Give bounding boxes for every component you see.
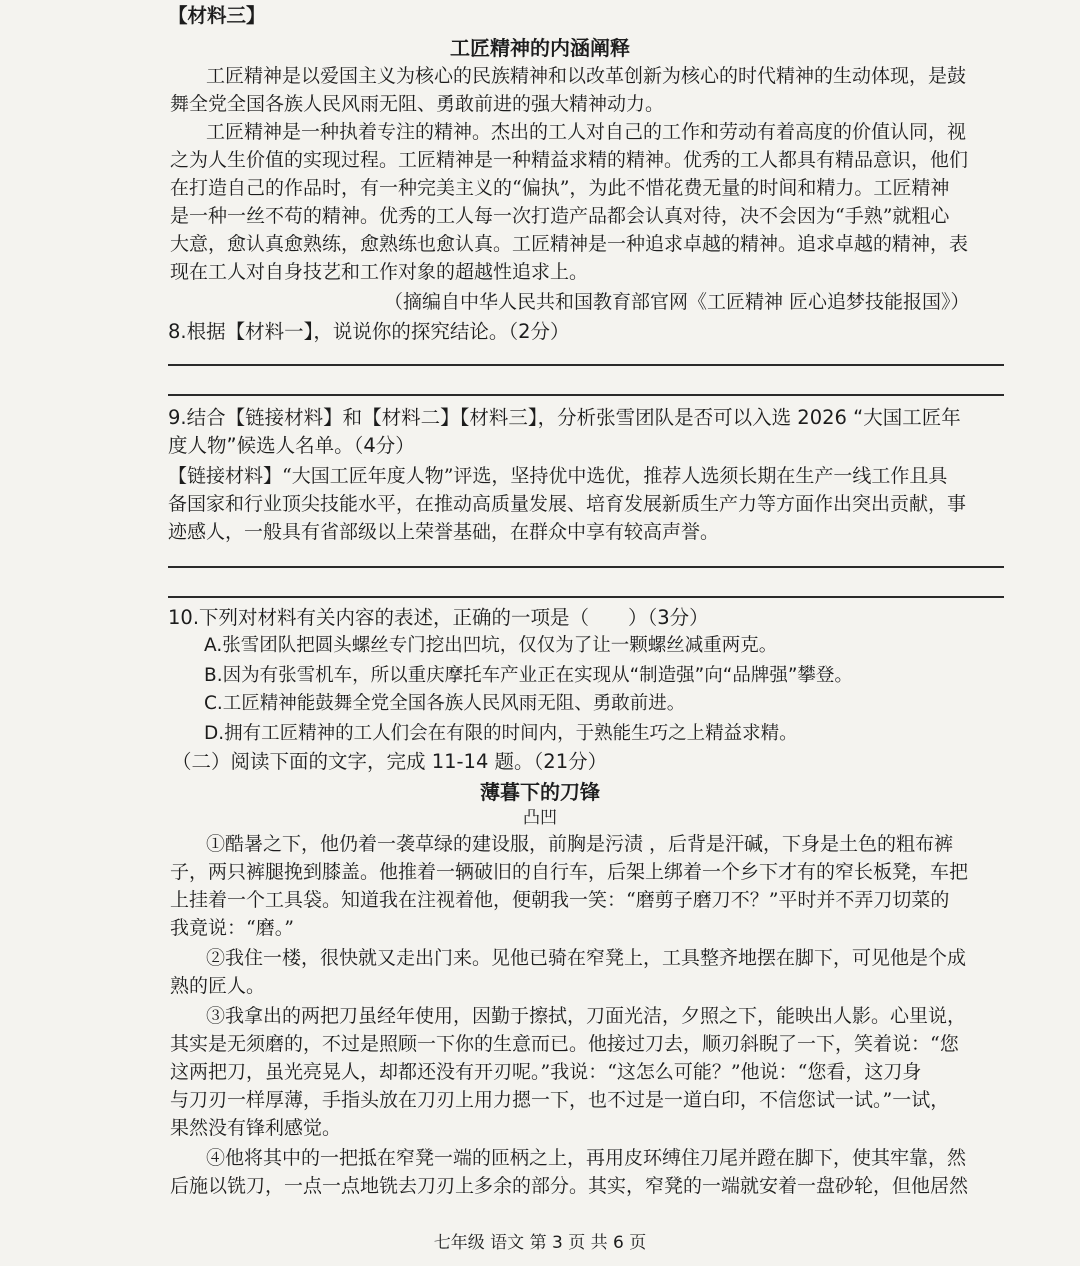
story-line: 后施以铣刀，一点一点地铣去刀刃上多余的部分。其实，窄凳的一端就安着一盘砂轮，但他居然: [170, 1175, 969, 1197]
paragraph-line: 在打造自己的作品时，有一种完美主义的“偏执”，为此不惜花费无量的时间和精力。工匠精神: [170, 177, 950, 199]
option-a[interactable]: A.张雪团队把圆头螺丝专门挖出凹坑，仅仅为了让一颗螺丝减重两克。: [204, 635, 778, 656]
story-author: 凸凹: [523, 808, 557, 828]
story-line: 子，两只裤腿挽到膝盖。他推着一辆破旧的自行车，后架上绑着一个乡下才有的窄长板凳，车把: [170, 861, 969, 883]
source-citation: （摘编自中华人民共和国教育部官网《工匠精神 匠心追梦技能报国》）: [384, 291, 970, 313]
question-10-stem: 10.下列对材料有关内容的表述，正确的一项是（ ）（3分）: [168, 606, 709, 629]
story-line: 果然没有锋利感觉。: [170, 1117, 342, 1139]
story-line: ②我住一楼，很快就又走出门来。见他已骑在窄凳上，工具整齐地摆在脚下，可见他是个成: [206, 947, 967, 969]
story-line: 与刀刃一样厚薄，手指头放在刀刃上用力摁一下，也不过是一道白印，不信您试一试。”一试，: [170, 1089, 950, 1111]
paragraph-line: 舞全党全国各族人民风雨无阻、勇敢前进的强大精神动力。: [170, 93, 665, 115]
option-d[interactable]: D.拥有工匠精神的工人们会在有限的时间内，于熟能生巧之上精益求精。: [204, 723, 798, 744]
paragraph-line: 之为人生价值的实现过程。工匠精神是一种精益求精的精神。优秀的工人都具有精品意识，他们: [170, 149, 969, 171]
story-line: 这两把刀，虽光亮晃人，却都还没有开刃呢。”我说：“这怎么可能？”他说：“您看，这刀身: [170, 1061, 922, 1083]
paragraph-line: 工匠精神是一种执着专注的精神。杰出的工人对自己的工作和劳动有着高度的价值认同，视: [206, 121, 967, 143]
material-three-title: 工匠精神的内涵阐释: [450, 36, 630, 60]
question-9-line-2: 度人物”候选人名单。（4分）: [168, 434, 415, 457]
paragraph-line: 是一种一丝不苟的精神。优秀的工人每一次打造产品都会认真对待，决不会因为“手熟”就粗心: [170, 205, 950, 227]
story-line: ③我拿出的两把刀虽经年使用，因勤于擦拭，刀面光洁，夕照之下，能映出人影。心里说，: [206, 1005, 967, 1027]
paragraph-line: 现在工人对自身技艺和工作对象的超越性追求上。: [170, 261, 589, 283]
link-material-line: 备国家和行业顶尖技能水平，在推动高质量发展、培育发展新质生产力等方面作出突出贡献，事: [168, 493, 967, 515]
answer-line[interactable]: [168, 596, 1004, 598]
answer-line[interactable]: [168, 364, 1004, 366]
answer-line[interactable]: [168, 566, 1004, 568]
answer-line[interactable]: [168, 394, 1004, 396]
option-c[interactable]: C.工匠精神能鼓舞全党全国各族人民风雨无阻、勇敢前进。: [204, 693, 686, 714]
option-b[interactable]: B.因为有张雪机车，所以重庆摩托车产业正在实现从“制造强”向“品牌强”攀登。: [204, 665, 853, 686]
story-line: ①酷暑之下，他仍着一袭草绿的建设服，前胸是污渍 ，后背是汗碱，下身是土色的粗布裤: [206, 833, 954, 855]
material-three-label: 【材料三】: [168, 4, 266, 27]
story-title: 薄暮下的刀锋: [480, 780, 600, 804]
story-line: 熟的匠人。: [170, 975, 266, 997]
link-material-line: 【链接材料】“大国工匠年度人物”评选，坚持优中选优，推荐人选须长期在生产一线工作且具: [168, 465, 948, 487]
story-line: ④他将其中的一把抵在窄凳一端的匝柄之上，再用皮环缚住刀尾并蹬在脚下，使其牢靠，然: [206, 1147, 967, 1169]
page-footer: 七年级 语文 第 3 页 共 6 页: [433, 1233, 647, 1253]
section-two-heading: （二）阅读下面的文字，完成 11-14 题。（21分）: [172, 750, 608, 773]
story-line: 我竟说：“磨。”: [170, 917, 294, 939]
question-8: 8.根据【材料一】，说说你的探究结论。（2分）: [168, 320, 570, 343]
story-line: 其实是无须磨的，不过是照顾一下你的生意而已。他接过刀去，顺刃斜睨了一下，笑着说：“您: [170, 1033, 959, 1055]
story-line: 上挂着一个工具袋。知道我在注视着他，便朝我一笑：“磨剪子磨刀不？”平时并不弄刀切菜的: [170, 889, 950, 911]
paragraph-line: 大意，愈认真愈熟练，愈熟练也愈认真。工匠精神是一种追求卓越的精神。追求卓越的精神，表: [170, 233, 969, 255]
link-material-line: 迹感人，一般具有省部级以上荣誉基础，在群众中享有较高声誉。: [168, 521, 720, 543]
paragraph-line: 工匠精神是以爱国主义为核心的民族精神和以改革创新为核心的时代精神的生动体现，是鼓: [206, 65, 967, 87]
question-9-line-1: 9.结合【链接材料】和【材料二】【材料三】，分析张雪团队是否可以入选 2026 “大国工匠年: [168, 406, 961, 429]
